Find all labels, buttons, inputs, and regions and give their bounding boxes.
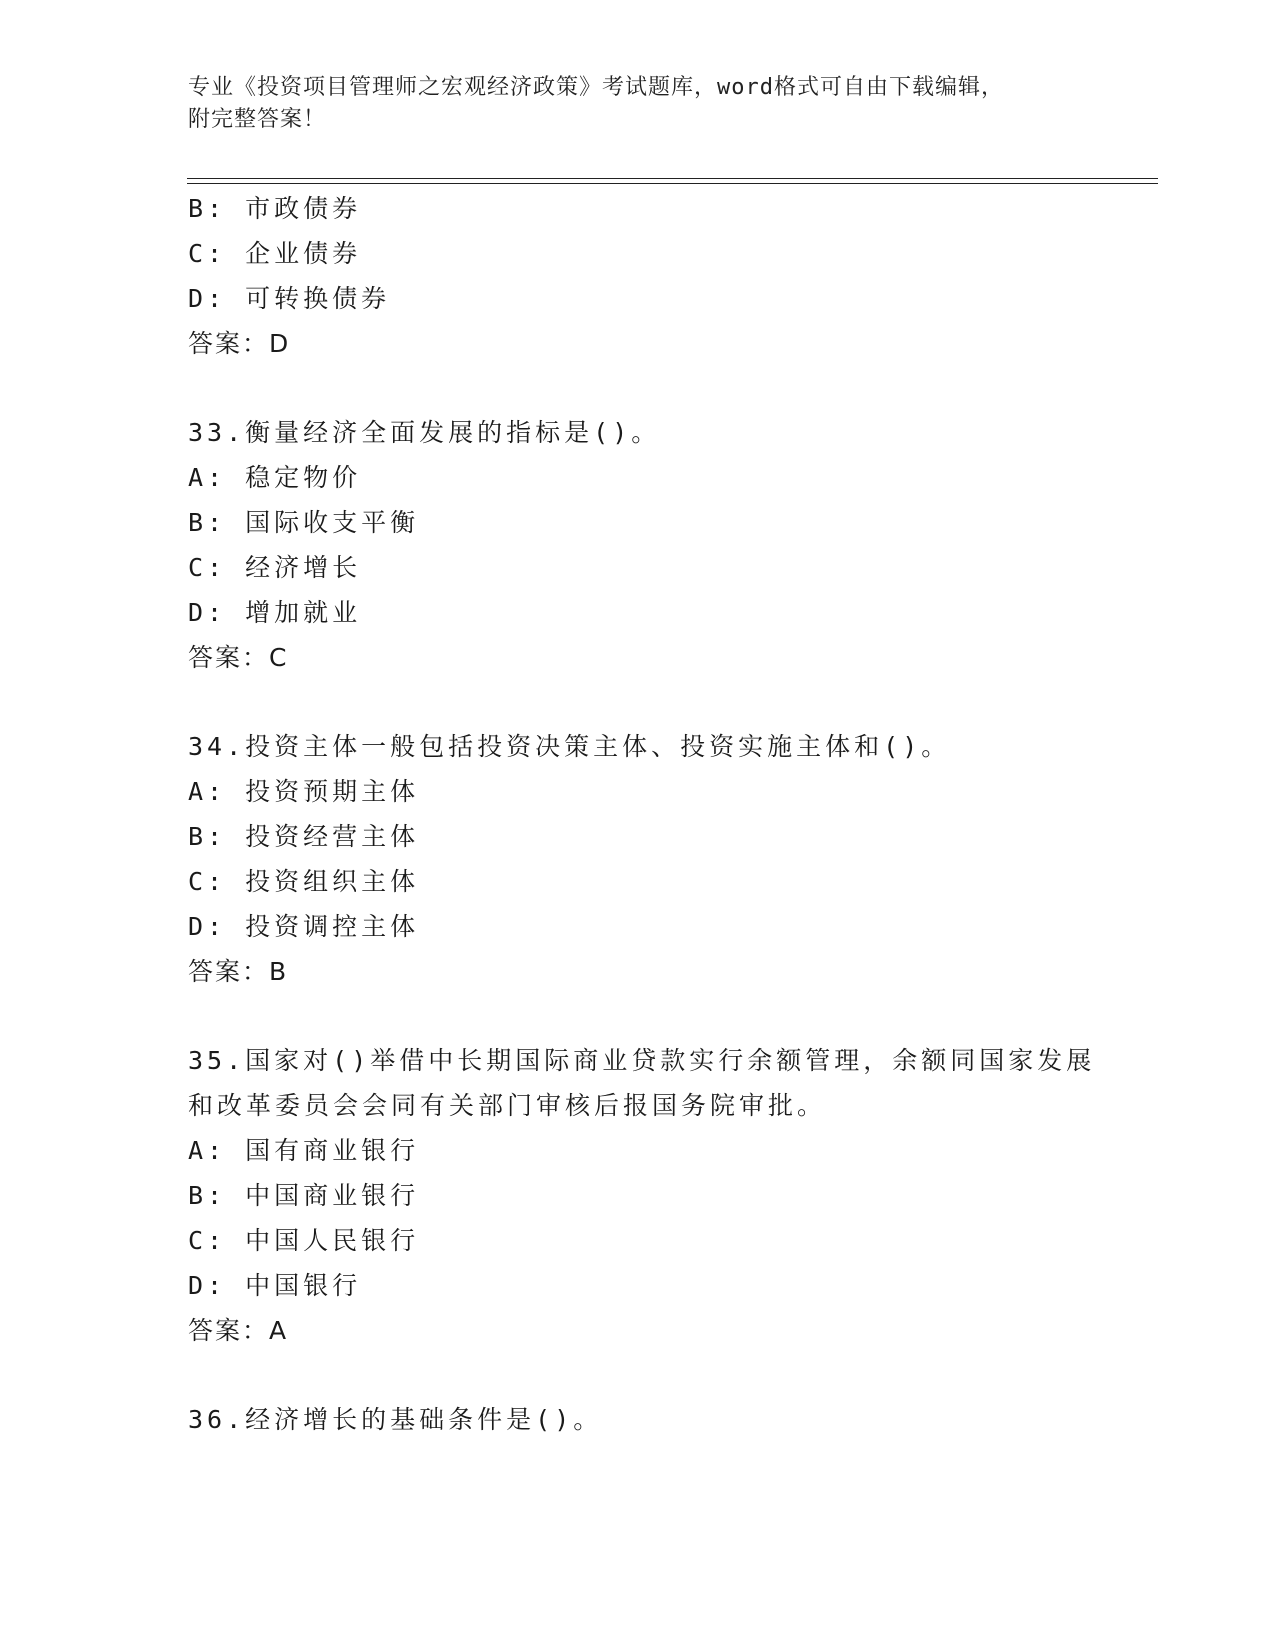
header-line-2: 附完整答案！ xyxy=(188,107,327,132)
q34-answer: 答案：B xyxy=(188,957,289,986)
q35-option-a: A: 国有商业银行 xyxy=(188,1136,420,1165)
q34-option-d: D: 投资调控主体 xyxy=(188,912,420,941)
q33-option-c: C: 经济增长 xyxy=(188,553,362,582)
header-line-1: 专业《投资项目管理师之宏观经济政策》考试题库，word格式可自由下载编辑， xyxy=(188,75,1004,100)
q35-question-line-2: 和改革委员会会同有关部门审核后报国务院审批。 xyxy=(188,1091,827,1120)
q33-question: 33.衡量经济全面发展的指标是()。 xyxy=(188,418,661,447)
q35-answer: 答案：A xyxy=(188,1316,289,1345)
q36-question: 36.经济增长的基础条件是()。 xyxy=(188,1405,603,1434)
q34-option-c: C: 投资组织主体 xyxy=(188,867,420,896)
header-divider-bottom xyxy=(187,183,1158,184)
q33-option-a: A: 稳定物价 xyxy=(188,463,362,492)
q32-answer: 答案：D xyxy=(188,329,291,358)
q35-option-d: D: 中国银行 xyxy=(188,1271,362,1300)
q33-option-d: D: 增加就业 xyxy=(188,598,362,627)
header-divider-top xyxy=(187,178,1158,179)
q32-option-d: D: 可转换债券 xyxy=(188,284,391,313)
q32-option-c: C: 企业债券 xyxy=(188,239,362,268)
q33-option-b: B: 国际收支平衡 xyxy=(188,508,420,537)
q32-option-b: B: 市政债券 xyxy=(188,194,362,223)
q35-question-line-1: 35.国家对()举借中长期国际商业贷款实行余额管理，余额同国家发展 xyxy=(188,1046,1096,1075)
q34-option-b: B: 投资经营主体 xyxy=(188,822,420,851)
q35-option-b: B: 中国商业银行 xyxy=(188,1181,420,1210)
q35-option-c: C: 中国人民银行 xyxy=(188,1226,420,1255)
q34-option-a: A: 投资预期主体 xyxy=(188,777,420,806)
q34-question: 34.投资主体一般包括投资决策主体、投资实施主体和()。 xyxy=(188,732,951,761)
q33-answer: 答案：C xyxy=(188,643,289,672)
document-header xyxy=(188,72,1088,136)
